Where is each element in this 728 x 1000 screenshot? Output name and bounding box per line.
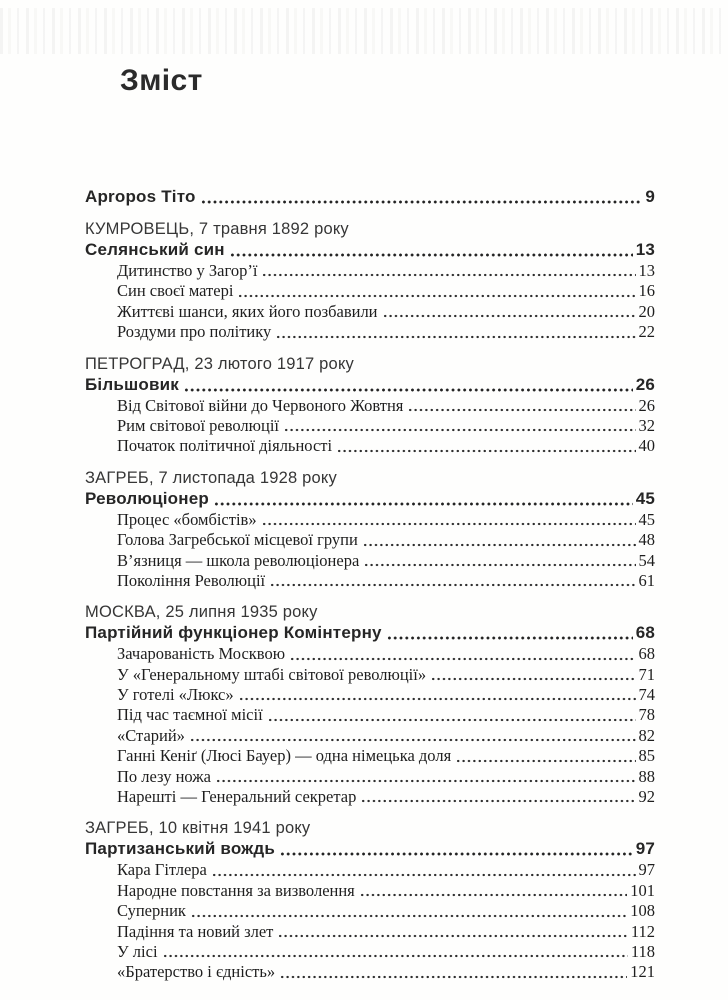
dot-leader bbox=[262, 521, 636, 527]
section-date-label: МОСКВА, 25 липня 1935 року bbox=[85, 603, 318, 622]
page-number: 20 bbox=[638, 301, 655, 321]
toc-item bbox=[85, 705, 655, 725]
toc-item-label: «Старий» bbox=[117, 725, 185, 745]
toc-item-label: Початок політичної діяльності bbox=[117, 436, 333, 456]
section-title-entry-label: Більшовик bbox=[85, 374, 179, 394]
toc-item-label: Нарешті — Генеральний секретар bbox=[117, 787, 357, 807]
page-number: 78 bbox=[638, 705, 655, 725]
dot-leader bbox=[280, 851, 633, 857]
page-number: 74 bbox=[638, 685, 655, 705]
dot-leader bbox=[360, 892, 627, 898]
dot-leader bbox=[230, 252, 633, 258]
toc-item-label: У готелі «Люкс» bbox=[117, 685, 234, 705]
toc-item bbox=[85, 436, 655, 456]
dot-leader bbox=[262, 272, 635, 278]
page-number: 26 bbox=[638, 395, 655, 415]
toc-item-label: Син своєї матері bbox=[117, 281, 234, 301]
page-number: 82 bbox=[638, 725, 655, 745]
page-number: 61 bbox=[638, 570, 655, 590]
dot-leader bbox=[284, 427, 636, 433]
dot-leader bbox=[431, 676, 635, 682]
dot-leader bbox=[268, 717, 636, 723]
section-title-entry bbox=[85, 374, 655, 396]
page-number: 112 bbox=[630, 921, 655, 941]
page-title: Зміст bbox=[120, 64, 203, 97]
section-title-entry bbox=[85, 239, 655, 261]
toc-item bbox=[85, 942, 655, 962]
dot-leader bbox=[363, 542, 636, 548]
page-number: 26 bbox=[635, 374, 655, 394]
toc-item bbox=[85, 787, 655, 807]
toc-item-label: Рим світової революції bbox=[117, 415, 279, 435]
toc-item-label: Суперник bbox=[117, 901, 186, 921]
dot-leader bbox=[270, 582, 635, 588]
toc-item bbox=[85, 396, 655, 416]
section-title-entry bbox=[85, 622, 655, 644]
page-number: 13 bbox=[638, 261, 655, 280]
toc-item bbox=[85, 571, 655, 591]
toc-item bbox=[85, 510, 655, 530]
page-number: 101 bbox=[630, 880, 655, 900]
toc-section bbox=[85, 602, 655, 807]
toc-item bbox=[85, 644, 655, 664]
toc-list bbox=[85, 186, 655, 983]
toc-item-label: Життєві шанси, яких його позбавили bbox=[117, 301, 378, 321]
toc-item-label: Ганні Кеніґ (Люсі Бауер) — одна німецька доля bbox=[117, 746, 452, 766]
section-title-entry-label: Партійний функціонер Комінтерну bbox=[85, 623, 382, 643]
preface-entry bbox=[85, 186, 655, 208]
section-title-entry bbox=[85, 488, 655, 510]
dot-leader bbox=[387, 635, 633, 641]
toc-item bbox=[85, 416, 655, 436]
toc-item-label: По лезу ножа bbox=[117, 766, 211, 786]
toc-item-label: У лісі bbox=[117, 941, 158, 961]
toc-item-label: Від Світової війни до Червоного Жовтня bbox=[117, 395, 404, 415]
section-date-label: ЗАГРЕБ, 10 квітня 1941 року bbox=[85, 819, 311, 838]
toc-item-label: Роздуми про політику bbox=[117, 322, 272, 342]
dot-leader bbox=[383, 313, 636, 319]
page-number: 22 bbox=[638, 322, 655, 342]
dot-leader bbox=[364, 562, 635, 568]
dot-leader bbox=[280, 974, 627, 980]
dot-leader bbox=[239, 696, 636, 702]
toc-item-label: Покоління Революції bbox=[117, 570, 266, 590]
preface-entry-label: Apropos Тіто bbox=[85, 187, 196, 206]
dot-leader bbox=[190, 737, 636, 743]
scan-artifact-band bbox=[0, 8, 728, 54]
toc-item bbox=[85, 281, 655, 301]
page-number: 88 bbox=[638, 766, 655, 786]
dot-leader bbox=[212, 872, 636, 878]
page-number: 45 bbox=[638, 509, 655, 529]
toc-section bbox=[85, 219, 655, 343]
dot-leader bbox=[238, 293, 635, 299]
toc-item bbox=[85, 901, 655, 921]
dot-leader bbox=[191, 913, 627, 919]
page-number: 68 bbox=[638, 644, 655, 664]
toc-item bbox=[85, 726, 655, 746]
toc-item-label: Народне повстання за визволення bbox=[117, 880, 355, 900]
page-number: 9 bbox=[645, 187, 655, 206]
dot-leader bbox=[278, 933, 627, 939]
dot-leader bbox=[201, 199, 643, 205]
toc-item-label: Кара Гітлера bbox=[117, 860, 207, 880]
toc-item bbox=[85, 962, 655, 982]
page-number: 85 bbox=[638, 746, 655, 766]
section-date bbox=[85, 354, 655, 374]
toc-item bbox=[85, 530, 655, 550]
toc-item-label: Під час таємної місії bbox=[117, 705, 263, 725]
toc-item bbox=[85, 322, 655, 342]
toc-item-label: Зачарованість Москвою bbox=[117, 644, 286, 664]
toc-item bbox=[85, 261, 655, 281]
section-title-entry-label: Революціонер bbox=[85, 488, 209, 508]
dot-leader bbox=[408, 407, 635, 413]
page-number: 121 bbox=[630, 962, 655, 982]
toc-item-label: Процес «бомбістів» bbox=[117, 509, 257, 529]
page-number: 45 bbox=[635, 488, 655, 508]
page-number: 40 bbox=[638, 436, 655, 456]
page-number: 16 bbox=[638, 281, 655, 301]
page-number: 13 bbox=[635, 240, 655, 259]
dot-leader bbox=[276, 334, 635, 340]
toc-item-label: Голова Загребської місцевої групи bbox=[117, 530, 358, 550]
dot-leader bbox=[184, 387, 633, 393]
section-date-label: ПЕТРОГРАД, 23 лютого 1917 року bbox=[85, 354, 354, 373]
page-number: 71 bbox=[638, 664, 655, 684]
page-number: 48 bbox=[638, 530, 655, 550]
toc-item bbox=[85, 685, 655, 705]
toc-item bbox=[85, 881, 655, 901]
toc-item bbox=[85, 767, 655, 787]
page-number: 108 bbox=[630, 901, 655, 921]
section-date bbox=[85, 818, 655, 838]
section-title-entry-label: Селянський син bbox=[85, 240, 225, 259]
page-number: 97 bbox=[638, 860, 655, 880]
toc-section bbox=[85, 818, 655, 982]
toc-item bbox=[85, 860, 655, 880]
section-date-label: КУМРОВЕЦЬ, 7 травня 1892 року bbox=[85, 220, 349, 238]
page-number: 97 bbox=[635, 839, 655, 859]
section-title-entry bbox=[85, 838, 655, 860]
section-date bbox=[85, 468, 655, 488]
section-date bbox=[85, 602, 655, 622]
toc-item bbox=[85, 302, 655, 322]
toc-item bbox=[85, 922, 655, 942]
page-number: 32 bbox=[638, 415, 655, 435]
dot-leader bbox=[361, 798, 635, 804]
toc-item-label: Падіння та новий злет bbox=[117, 921, 274, 941]
dot-leader bbox=[290, 656, 635, 662]
section-title-entry-label: Партизанський вождь bbox=[85, 839, 276, 859]
dot-leader bbox=[337, 448, 635, 454]
page-number: 92 bbox=[638, 787, 655, 807]
toc-item-label: Дитинство у Загор’ї bbox=[117, 261, 258, 280]
page-number: 68 bbox=[635, 623, 655, 643]
toc-item bbox=[85, 551, 655, 571]
dot-leader bbox=[456, 758, 635, 764]
dot-leader bbox=[216, 778, 636, 784]
toc-section bbox=[85, 468, 655, 592]
toc-item bbox=[85, 665, 655, 685]
dot-leader bbox=[163, 953, 628, 959]
toc-section bbox=[85, 354, 655, 457]
dot-leader bbox=[214, 501, 633, 507]
section-date-label: ЗАГРЕБ, 7 листопада 1928 року bbox=[85, 468, 337, 487]
page-number: 54 bbox=[638, 550, 655, 570]
toc-item-label: В’язниця — школа революціонера bbox=[117, 550, 360, 570]
toc-item bbox=[85, 746, 655, 766]
toc-item-label: У «Генеральному штабі світової революції» bbox=[117, 664, 427, 684]
toc-item-label: «Братерство і єдність» bbox=[117, 962, 276, 982]
section-date bbox=[85, 219, 655, 239]
page-number: 118 bbox=[630, 941, 655, 961]
